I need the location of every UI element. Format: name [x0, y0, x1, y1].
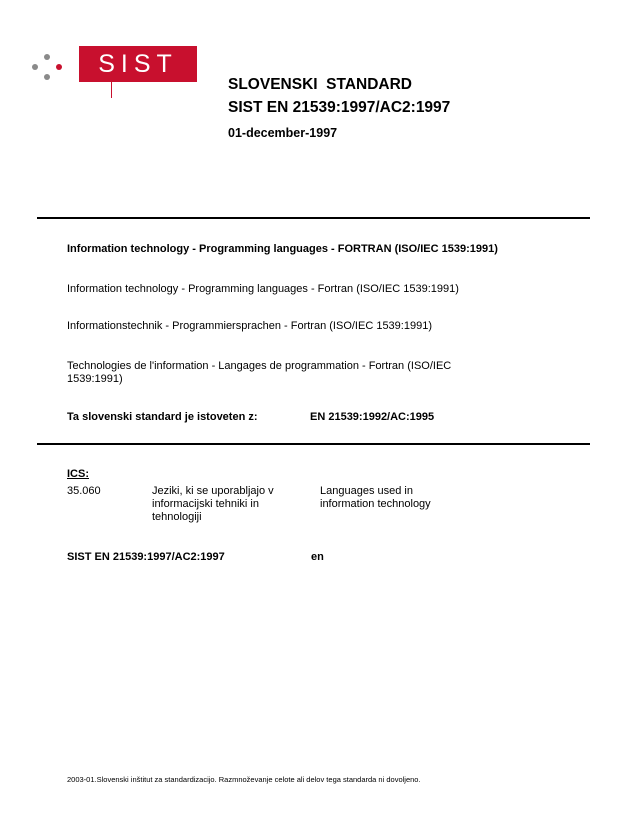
- logo-dot-icon: [44, 54, 50, 60]
- logo-text: SIST: [98, 50, 178, 78]
- logo-dot-icon: [32, 64, 38, 70]
- logo-box: [79, 46, 197, 82]
- language-code: en: [311, 551, 324, 563]
- logo-stem: [111, 82, 112, 98]
- identical-label: Ta slovenski standard je istoveten z:: [67, 411, 258, 423]
- title-french-line1: Technologies de l'information - Langages de programmation - Fortran (ISO/IEC: [67, 360, 452, 372]
- title-german: Informationstechnik - Programmiersprachen - Fortran (ISO/IEC 1539:1991): [67, 320, 432, 332]
- title-english: Information technology - Programming languages - Fortran (ISO/IEC 1539:1991): [67, 283, 459, 295]
- logo-dot-icon: [56, 64, 62, 70]
- standard-heading: SLOVENSKI STANDARD: [228, 76, 413, 93]
- ics-desc-en-line1: Languages used in: [320, 485, 413, 497]
- ics-desc-sl-line2: informacijski tehniki in: [152, 498, 259, 510]
- ics-label: ICS:: [67, 468, 89, 480]
- bottom-divider: [37, 443, 590, 445]
- title-french-line2: 1539:1991): [67, 373, 123, 385]
- standard-code: SIST EN 21539:1997/AC2:1997: [228, 99, 451, 116]
- ics-code: 35.060: [67, 485, 101, 497]
- bottom-standard-code: SIST EN 21539:1997/AC2:1997: [67, 551, 225, 563]
- copyright-footer: 2003-01.Slovenski inštitut za standardizacijo. Razmnoževanje celote ali delov tega standarda ni dovoljeno.: [67, 775, 421, 784]
- standard-date: 01-december-1997: [228, 126, 338, 140]
- identical-value: EN 21539:1992/AC:1995: [310, 411, 435, 423]
- ics-desc-sl-line1: Jeziki, ki se uporabljajo v: [152, 485, 274, 497]
- top-divider: [37, 217, 590, 219]
- ics-desc-sl-line3: tehnologiji: [152, 511, 202, 523]
- sist-logo: [32, 46, 178, 92]
- ics-desc-en-line2: information technology: [320, 498, 431, 510]
- title-slovenian: Information technology - Programming languages - FORTRAN (ISO/IEC 1539:1991): [67, 243, 498, 255]
- logo-dot-icon: [44, 74, 50, 80]
